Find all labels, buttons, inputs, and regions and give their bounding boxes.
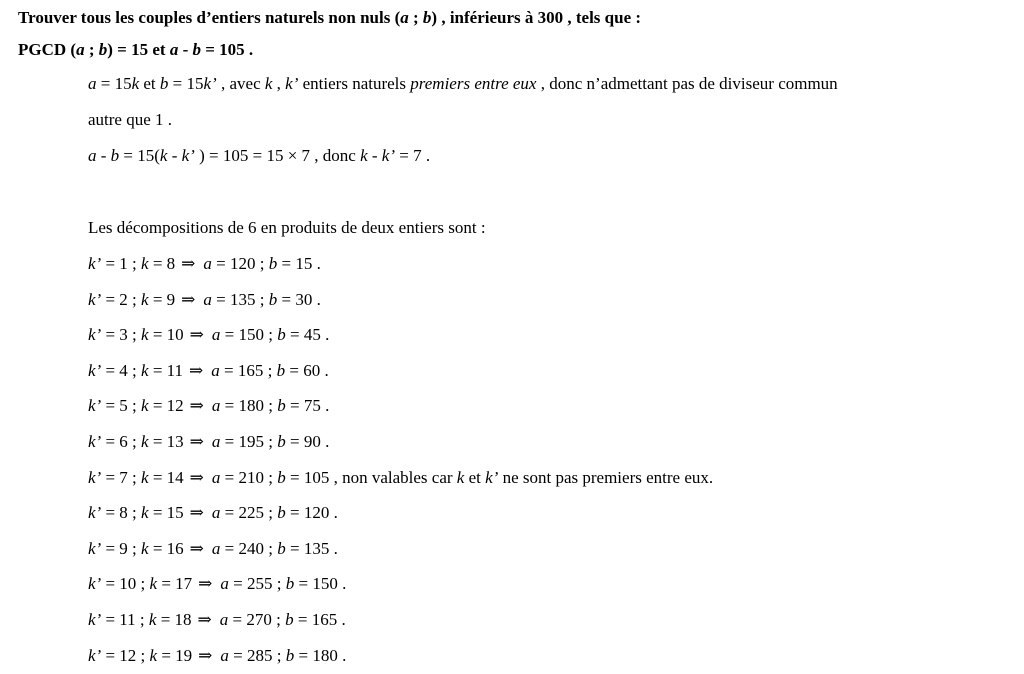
variable-k: k bbox=[360, 146, 368, 165]
value-text: = 75 . bbox=[285, 396, 330, 416]
variable-k-prime: k’ bbox=[485, 467, 499, 487]
variable-a: a bbox=[211, 467, 221, 487]
variable-a: a bbox=[88, 146, 97, 165]
value-text: = 10 ; bbox=[101, 574, 150, 594]
value-text: = 255 ; bbox=[228, 574, 286, 594]
value-text: = 8 ; bbox=[101, 503, 142, 523]
value-text: = 17 bbox=[157, 574, 193, 594]
value-text: = 13 bbox=[148, 432, 184, 451]
variable-k: k bbox=[148, 610, 157, 629]
value-text: = 180 ; bbox=[220, 396, 278, 416]
value-text: = 150 ; bbox=[220, 325, 278, 345]
solution-text: entiers naturels bbox=[298, 74, 411, 93]
variable-k: k bbox=[149, 574, 158, 594]
value-text: = 105 bbox=[285, 467, 330, 487]
variable-b: b bbox=[268, 254, 278, 273]
note-text: , non valables car bbox=[329, 467, 457, 487]
variable-k-prime: k’ bbox=[88, 396, 102, 416]
value-text: = 165 . bbox=[293, 610, 346, 629]
value-text: = 225 ; bbox=[220, 503, 278, 523]
solution-text: et bbox=[139, 74, 160, 93]
variable-k: k bbox=[159, 146, 168, 165]
value-text: = 11 bbox=[148, 360, 184, 380]
implies-arrow: ⇒ bbox=[189, 396, 204, 416]
value-text: = 7 ; bbox=[101, 467, 142, 487]
decomposition-row bbox=[88, 574, 346, 594]
value-text: = 150 . bbox=[294, 574, 347, 594]
variable-a: a bbox=[211, 503, 221, 523]
decomposition-row bbox=[88, 290, 321, 310]
implies-arrow: ⇒ bbox=[189, 503, 204, 523]
variable-k: k bbox=[456, 467, 465, 487]
value-text: = 12 ; bbox=[101, 645, 150, 665]
value-text: = 4 ; bbox=[101, 360, 142, 380]
solution-line-definition bbox=[88, 74, 838, 94]
value-text: = 2 ; bbox=[101, 289, 142, 309]
variable-a: a bbox=[211, 538, 221, 558]
solution-text: = 15 bbox=[96, 74, 132, 93]
variable-b: b bbox=[277, 396, 286, 416]
solution-text: Les décompositions de 6 en produits de deux entiers sont : bbox=[88, 218, 486, 237]
variable-k: k bbox=[141, 325, 149, 345]
solution-text: , avec bbox=[216, 74, 265, 93]
implies-arrow: ⇒ bbox=[189, 360, 204, 380]
solution-line-continuation bbox=[88, 110, 172, 130]
variable-k: k bbox=[141, 396, 149, 416]
variable-b: b bbox=[110, 146, 120, 165]
value-text: = 5 ; bbox=[101, 396, 142, 416]
decomposition-row bbox=[88, 396, 329, 416]
variable-b: b bbox=[277, 325, 286, 345]
variable-k-prime: k’ bbox=[88, 289, 102, 309]
variable-b: b bbox=[277, 467, 286, 487]
variable-k: k bbox=[149, 645, 158, 665]
variable-b: b bbox=[159, 74, 169, 93]
variable-a: a bbox=[76, 40, 85, 59]
statement-text: PGCD ( bbox=[18, 40, 77, 59]
variable-k: k bbox=[141, 503, 149, 523]
implies-arrow: ⇒ bbox=[181, 254, 196, 273]
decomposition-row bbox=[88, 503, 338, 523]
decomposition-row bbox=[88, 361, 329, 381]
value-text: = 135 . bbox=[285, 538, 338, 558]
variable-b: b bbox=[422, 8, 432, 27]
value-text: = 14 bbox=[148, 467, 184, 487]
decomposition-row bbox=[88, 432, 329, 452]
solution-text: , bbox=[272, 74, 286, 93]
value-text: = 60 . bbox=[285, 360, 329, 380]
variable-b: b bbox=[98, 40, 108, 59]
value-text: = 90 . bbox=[285, 432, 330, 451]
variable-k-prime: k’ bbox=[88, 645, 102, 665]
value-text: = 10 bbox=[148, 325, 184, 345]
statement-text: = 105 . bbox=[200, 40, 254, 59]
value-text: = 16 bbox=[148, 538, 184, 558]
solution-text: = 15( bbox=[119, 146, 160, 165]
value-text: = 180 . bbox=[294, 645, 347, 665]
value-text: = 18 bbox=[156, 610, 192, 629]
implies-arrow: ⇒ bbox=[198, 645, 213, 665]
variable-k-prime: k’ bbox=[203, 74, 217, 93]
value-text: = 6 ; bbox=[101, 432, 142, 451]
solution-line-difference bbox=[88, 146, 430, 166]
statement-text: ; bbox=[408, 8, 423, 27]
variable-b: b bbox=[192, 40, 201, 59]
variable-b: b bbox=[277, 503, 286, 523]
value-text: = 120 . bbox=[285, 503, 338, 523]
variable-b: b bbox=[277, 538, 286, 558]
decomposition-row bbox=[88, 646, 346, 666]
value-text: = 9 ; bbox=[101, 538, 142, 558]
variable-k-prime: k’ bbox=[181, 146, 195, 165]
variable-k: k bbox=[141, 289, 149, 309]
value-text: = 285 ; bbox=[228, 645, 286, 665]
variable-k-prime: k’ bbox=[88, 325, 102, 345]
variable-k-prime: k’ bbox=[88, 503, 102, 523]
solution-text: = 7 . bbox=[395, 146, 431, 165]
statement-text: ; bbox=[84, 40, 99, 59]
variable-a: a bbox=[220, 574, 229, 594]
variable-k-prime: k’ bbox=[88, 360, 102, 380]
variable-b: b bbox=[268, 289, 278, 309]
variable-a: a bbox=[211, 432, 221, 451]
variable-k: k bbox=[141, 360, 149, 380]
variable-a: a bbox=[169, 40, 179, 59]
variable-k: k bbox=[264, 74, 273, 93]
solution-text: , donc n’admettant pas de diviseur commun bbox=[536, 74, 838, 93]
variable-b: b bbox=[276, 360, 286, 380]
variable-a: a bbox=[211, 360, 220, 380]
value-text: = 270 ; bbox=[228, 610, 286, 629]
variable-a: a bbox=[211, 396, 221, 416]
variable-k-prime: k’ bbox=[88, 538, 102, 558]
variable-k-prime: k’ bbox=[285, 74, 299, 93]
variable-k: k bbox=[131, 74, 140, 93]
decomposition-intro bbox=[88, 218, 486, 238]
variable-a: a bbox=[203, 254, 212, 273]
implies-arrow: ⇒ bbox=[181, 289, 196, 309]
solution-text: = 15 bbox=[168, 74, 204, 93]
value-text: = 15 . bbox=[277, 254, 321, 273]
implies-arrow: ⇒ bbox=[189, 325, 204, 345]
variable-b: b bbox=[277, 432, 286, 451]
implies-arrow: ⇒ bbox=[189, 467, 204, 487]
variable-k: k bbox=[141, 254, 149, 273]
value-text: = 8 bbox=[148, 254, 176, 273]
statement-text: Trouver tous les couples d’entiers naturels non nuls ( bbox=[18, 8, 401, 27]
statement-text: - bbox=[178, 40, 193, 59]
value-text: = 195 ; bbox=[220, 432, 278, 451]
value-text: = 210 ; bbox=[220, 467, 278, 487]
note-text: et bbox=[464, 467, 486, 487]
statement-text: ) = 15 et bbox=[107, 40, 170, 59]
solution-text: - bbox=[167, 146, 182, 165]
problem-statement-line-1 bbox=[18, 8, 641, 28]
value-text: = 135 ; bbox=[211, 289, 269, 309]
implies-arrow: ⇒ bbox=[189, 538, 204, 558]
variable-k: k bbox=[141, 538, 149, 558]
decomposition-row bbox=[88, 610, 346, 630]
decomposition-row bbox=[88, 468, 713, 488]
variable-k-prime: k’ bbox=[88, 467, 102, 487]
variable-k-prime: k’ bbox=[381, 146, 396, 165]
value-text: = 11 ; bbox=[101, 610, 149, 629]
variable-b: b bbox=[285, 574, 295, 594]
decomposition-row bbox=[88, 254, 321, 274]
variable-a: a bbox=[88, 74, 97, 93]
value-text: = 120 ; bbox=[211, 254, 269, 273]
implies-arrow: ⇒ bbox=[198, 574, 213, 594]
note-text: ne sont pas premiers entre eux. bbox=[498, 467, 714, 487]
implies-arrow: ⇒ bbox=[189, 432, 204, 451]
value-text: = 165 ; bbox=[219, 360, 277, 380]
value-text: = 240 ; bbox=[220, 538, 278, 558]
variable-a: a bbox=[219, 610, 229, 629]
value-text: = 9 bbox=[148, 289, 176, 309]
value-text: = 19 bbox=[157, 645, 193, 665]
emphasis-premiers-entre-eux: premiers entre eux bbox=[410, 74, 537, 93]
value-text: = 12 bbox=[148, 396, 184, 416]
variable-a: a bbox=[220, 645, 229, 665]
statement-text: ) , inférieurs à 300 , tels que : bbox=[431, 8, 642, 27]
variable-k: k bbox=[141, 432, 149, 451]
solution-text: ) = 105 = 15 × 7 , donc bbox=[194, 146, 361, 165]
problem-statement-line-2 bbox=[18, 40, 253, 60]
variable-k: k bbox=[141, 467, 149, 487]
decomposition-row bbox=[88, 325, 329, 345]
value-text: = 15 bbox=[148, 503, 184, 523]
decomposition-row bbox=[88, 539, 338, 559]
variable-k-prime: k’ bbox=[88, 574, 102, 594]
implies-arrow: ⇒ bbox=[197, 610, 212, 629]
value-text: = 45 . bbox=[285, 325, 330, 345]
solution-text: - bbox=[367, 146, 382, 165]
variable-b: b bbox=[285, 610, 294, 629]
variable-a: a bbox=[400, 8, 409, 27]
variable-k-prime: k’ bbox=[88, 254, 102, 273]
value-text: = 1 ; bbox=[101, 254, 142, 273]
variable-b: b bbox=[285, 645, 295, 665]
solution-text: - bbox=[96, 146, 111, 165]
value-text: = 30 . bbox=[277, 289, 321, 309]
solution-text: autre que 1 . bbox=[88, 110, 173, 129]
variable-a: a bbox=[203, 289, 212, 309]
variable-k-prime: k’ bbox=[88, 610, 102, 629]
variable-k-prime: k’ bbox=[88, 432, 102, 451]
value-text: = 3 ; bbox=[101, 325, 142, 345]
variable-a: a bbox=[211, 325, 221, 345]
